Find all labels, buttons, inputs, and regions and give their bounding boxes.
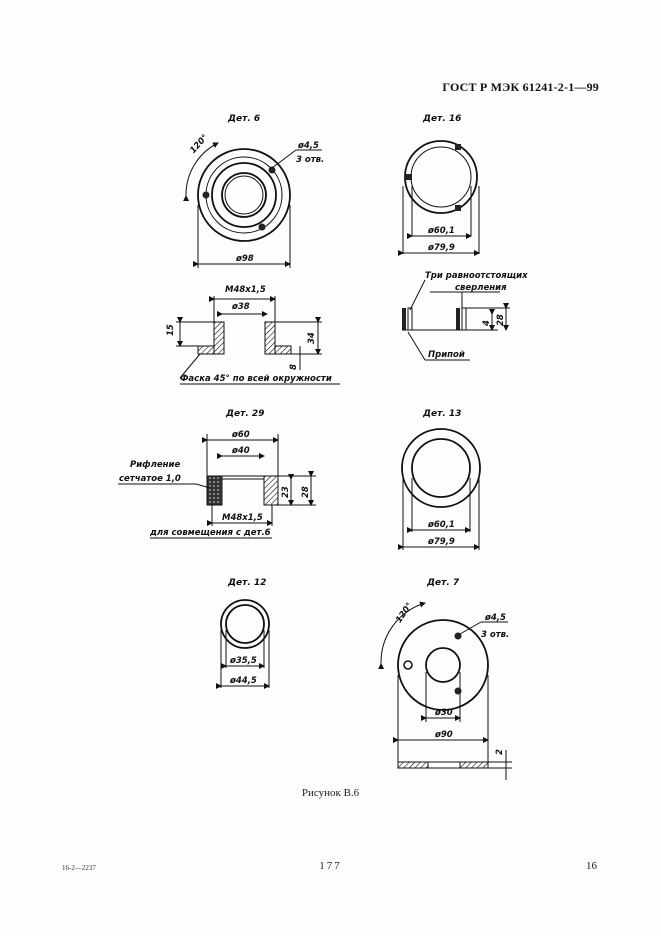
section16-note2: сверления — [455, 283, 507, 293]
footer-sheet: 16 — [586, 860, 597, 872]
section16-dim28: 28 — [496, 314, 506, 326]
standard-header: ГОСТ Р МЭК 61241-2-1—99 — [442, 80, 599, 94]
section-dia: ø38 — [232, 302, 250, 312]
page-number: 177 — [319, 860, 342, 872]
detail-29-title: Дет. 29 — [226, 409, 265, 419]
section-h34: 34 — [307, 332, 317, 344]
detail-6-hole-dia: ø4,5 — [298, 141, 319, 151]
detail-29-thread: M48x1,5 — [222, 513, 263, 523]
detail-6-angle: 120° — [188, 132, 211, 156]
detail-16-section — [402, 271, 528, 360]
detail-12-drawing — [221, 578, 269, 688]
detail-6-outer-dia: ø98 — [236, 254, 254, 264]
section16-dim4: 4 — [482, 320, 492, 326]
section16-solder: Припой — [428, 350, 465, 360]
section-h15: 15 — [166, 324, 176, 336]
section-h8: 8 — [289, 364, 299, 370]
section16-note1: Три равноотстоящих — [425, 271, 528, 281]
detail-6-section — [166, 285, 340, 384]
detail-29-h28: 28 — [301, 486, 311, 498]
detail-29-drawing — [118, 409, 316, 538]
detail-29-knurl1: Рифление — [130, 460, 181, 470]
detail-7-angle: 120° — [394, 601, 415, 625]
detail-16-dia1: ø60,1 — [428, 226, 455, 236]
detail-12-title: Дет. 12 — [228, 578, 267, 588]
detail-13-dia2: ø79,9 — [428, 537, 455, 547]
footer-code: 16-2—2237 — [62, 864, 96, 872]
detail-6-holes: 3 отв. — [296, 155, 325, 165]
figure-caption: Рисунок В.6 — [301, 787, 360, 799]
detail-6-title: Дет. 6 — [228, 114, 261, 124]
detail-13-dia1: ø60,1 — [428, 520, 455, 530]
detail-7-title: Дет. 7 — [427, 578, 460, 588]
detail-29-dia60: ø60 — [232, 430, 250, 440]
detail-7-dia30: ø30 — [435, 708, 453, 718]
detail-16-dia2: ø79,9 — [428, 243, 455, 253]
detail-7-dia90: ø90 — [435, 730, 453, 740]
detail-16-drawing — [403, 114, 479, 254]
section-chamfer: Фаска 45° по всей окружности — [180, 374, 332, 384]
detail-29-note: для совмещения с дет.6 — [150, 528, 271, 538]
detail-29-dia40: ø40 — [232, 446, 250, 456]
detail-16-title: Дет. 16 — [423, 114, 462, 124]
detail-29-knurl2: сетчатое 1,0 — [119, 474, 181, 484]
detail-7-thick: 2 — [495, 749, 505, 755]
detail-29-h23: 23 — [281, 486, 291, 498]
detail-12-dia1: ø35,5 — [230, 656, 257, 666]
detail-7-drawing — [381, 578, 512, 780]
detail-12-dia2: ø44,5 — [230, 676, 257, 686]
detail-13-title: Дет. 13 — [423, 409, 462, 419]
detail-7-hole-dia: ø4,5 — [485, 613, 506, 623]
detail-7-holes: 3 отв. — [481, 630, 510, 640]
section-thread: M48x1,5 — [225, 285, 266, 295]
detail-13-drawing — [402, 409, 480, 550]
detail-6-drawing — [186, 114, 324, 268]
